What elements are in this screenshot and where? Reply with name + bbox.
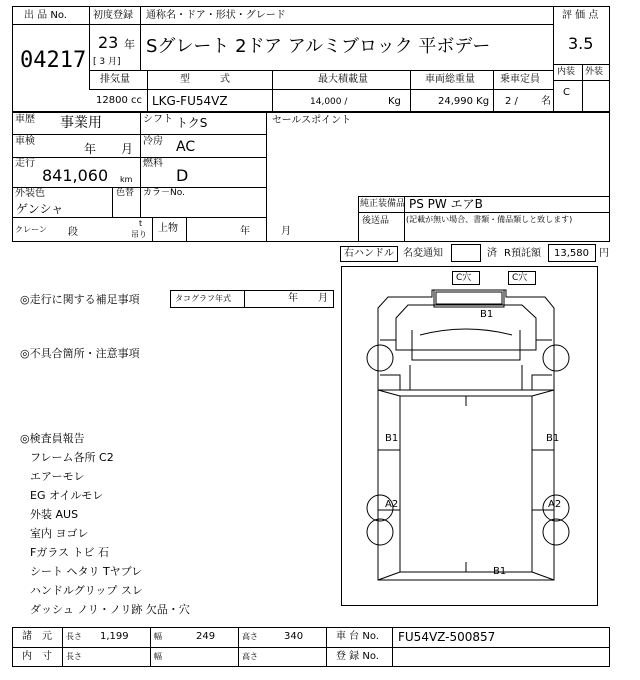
report-line: 室内 ヨゴレ xyxy=(30,527,89,540)
name-change-box xyxy=(451,244,481,262)
right-handle-label: 右ハンドル xyxy=(344,248,394,259)
displacement-label: 排気量 xyxy=(100,74,130,85)
report-line: EG オイルモレ xyxy=(30,489,104,502)
length-label: 長さ xyxy=(66,632,82,641)
fuel-value: D xyxy=(176,166,189,185)
grade-value: 3.5 xyxy=(568,34,594,53)
width-label: 幅 xyxy=(154,632,162,641)
report-line: フレーム各所 C2 xyxy=(30,451,114,464)
capacity-label: 乗車定員 xyxy=(500,74,540,85)
mileage-label: 走行 xyxy=(15,158,35,169)
inner-width-label: 幅 xyxy=(154,652,162,661)
mileage-value: 841,060 xyxy=(42,166,109,185)
tacho-label: タコグラフ年式 xyxy=(175,294,231,303)
inner-height-label: 高さ xyxy=(242,652,258,661)
inspection-month: 月 xyxy=(121,142,134,156)
height-value: 340 xyxy=(284,631,304,642)
sales-point-label: セールスポイント xyxy=(272,115,352,126)
shift-label: シフト xyxy=(143,114,173,125)
crane-hang: 吊り xyxy=(131,230,147,239)
max-load-unit: Kg xyxy=(388,96,401,107)
lot-number: 04217 xyxy=(20,48,87,73)
lot-label: 出 品 No. xyxy=(24,10,67,21)
color-label: 外装色 xyxy=(15,188,45,199)
inner-label: 内 寸 xyxy=(22,651,52,662)
height-label: 高さ xyxy=(242,632,258,641)
crane-label: クレーン xyxy=(15,225,47,234)
crane-steps: 段 xyxy=(68,227,78,238)
damage-b1-top: B1 xyxy=(480,309,494,320)
chassis-value: FU54VZ-500857 xyxy=(398,630,496,644)
chassis-label: 車 台 No. xyxy=(336,631,379,642)
driving-notes-label: ◎走行に関する補足事項 xyxy=(20,293,140,306)
report-line: エアーモレ xyxy=(30,470,85,483)
capacity-value: 2 / xyxy=(505,96,518,107)
crane-t: t xyxy=(139,219,143,228)
aftermarket-label: 後送品 xyxy=(362,216,390,226)
damage-a2-left: A2 xyxy=(385,499,399,510)
max-load-value: 14,000 / xyxy=(310,97,348,107)
color-value: ゲンシャ xyxy=(16,202,64,216)
dims-label: 諸 元 xyxy=(22,631,52,642)
grade-label: 評 価 点 xyxy=(562,10,599,21)
max-load-label: 最大積載量 xyxy=(318,74,368,85)
interior-label: 内装 xyxy=(557,67,576,77)
c-hole-left: C穴 xyxy=(456,273,472,283)
tacho-month: 月 xyxy=(318,293,328,304)
ac-value: AC xyxy=(176,139,196,155)
genuine-label: 純正装備品 xyxy=(360,199,406,209)
color-no-label: 色替 xyxy=(116,188,135,198)
truck-diagram-frame xyxy=(341,266,598,606)
vehicle-name: Sグレート 2ドア アルミブロック 平ボデー xyxy=(146,36,491,57)
inner-length-label: 長さ xyxy=(66,652,82,661)
length-value: 1,199 xyxy=(100,631,129,642)
displacement-value: 12800 cc xyxy=(96,95,142,106)
mileage-unit: km xyxy=(120,175,133,184)
damage-a2-right: A2 xyxy=(548,499,562,510)
model-value: LKG-FU54VZ xyxy=(152,94,228,108)
inspector-label: ◎検査員報告 xyxy=(20,432,85,445)
r-amount: 13,580 xyxy=(554,248,589,259)
genuine-value: PS PW エアB xyxy=(409,197,483,211)
deposit-label: 済 xyxy=(487,248,497,259)
inspection-year: 年 xyxy=(84,142,97,156)
report-line: シート ヘタリ Tヤブレ xyxy=(30,565,143,578)
inspector-report-list xyxy=(30,449,190,620)
report-line: ダッシュ ノリ・ノリ跡 欠品・穴 xyxy=(30,603,190,616)
c-hole-right: C穴 xyxy=(512,273,528,283)
reg-month: [ 3 月] xyxy=(93,57,121,67)
interior-grade: C xyxy=(563,87,570,98)
aftermarket-note: (記載が無い場合、書類・備品類しと致します) xyxy=(406,215,573,224)
history-label: 車歴 xyxy=(15,114,35,125)
damage-b1-left: B1 xyxy=(385,433,399,444)
cab-year: 年 xyxy=(240,226,250,237)
r-label: R預託額 xyxy=(504,248,541,259)
history-value: 事業用 xyxy=(60,115,102,131)
name-change-label: 名変通知 xyxy=(403,248,443,259)
damage-b1-right: B1 xyxy=(546,433,560,444)
gvw-label: 車両総重量 xyxy=(425,74,475,85)
damage-b1-bottom: B1 xyxy=(493,566,507,577)
name-label: 通称名・ドア・形状・グレード xyxy=(146,10,286,21)
color-code-label: カラ－No. xyxy=(143,188,185,198)
reg-year: 23 xyxy=(98,33,119,52)
cab-month: 月 xyxy=(281,226,291,237)
defects-label: ◎不具合箇所・注意事項 xyxy=(20,347,140,360)
model-label: 型 式 xyxy=(180,74,230,85)
report-line: ハンドルグリップ スレ xyxy=(30,584,143,597)
reg-label: 初度登録 xyxy=(93,10,133,21)
gvw-value: 24,990 Kg xyxy=(438,96,490,107)
year-unit: 年 xyxy=(124,38,135,51)
shift-value: トクS xyxy=(176,116,208,130)
exterior-label: 外装 xyxy=(585,67,604,77)
ac-label: 冷房 xyxy=(143,136,163,147)
capacity-unit: 名 xyxy=(541,96,551,107)
r-unit: 円 xyxy=(599,248,609,259)
inspection-label: 車検 xyxy=(15,136,35,147)
width-value: 249 xyxy=(196,631,216,642)
reg-no-label: 登 録 No. xyxy=(336,651,379,662)
tacho-year: 年 xyxy=(288,293,298,304)
cab-label: 上物 xyxy=(158,223,178,234)
fuel-label: 燃料 xyxy=(143,158,163,169)
report-line: 外装 AUS xyxy=(30,508,79,521)
report-line: Fガラス トビ 石 xyxy=(30,546,109,559)
